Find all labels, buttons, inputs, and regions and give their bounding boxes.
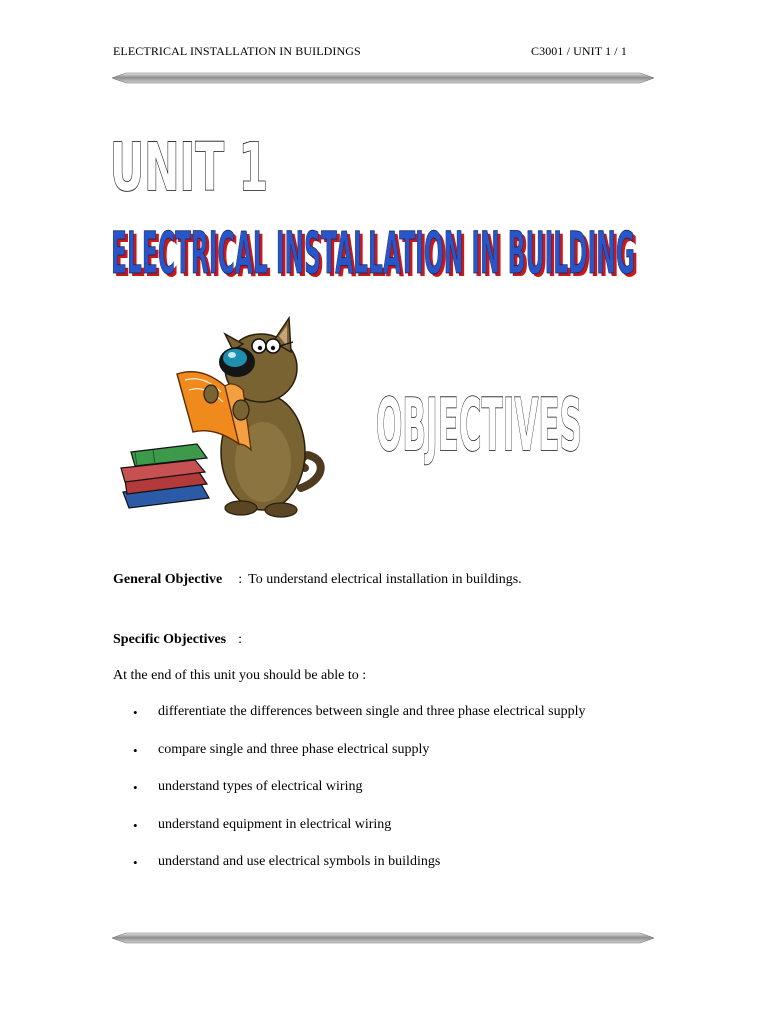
mascot-reading-illustration xyxy=(113,312,331,524)
subject-title: ELECTRICAL INSTALLATION IN BUILDING xyxy=(111,219,635,287)
general-objective-label: General Objective xyxy=(113,572,223,587)
objective-text: understand types of electrical wiring xyxy=(158,779,363,794)
bullet-icon: • xyxy=(133,780,138,795)
subject-title-shadow: ELECTRICAL INSTALLATION IN BUILDING xyxy=(114,222,638,290)
title-graphic xyxy=(108,128,648,288)
objective-text: differentiate the differences between single and three phase electrical supply xyxy=(158,704,586,719)
unit-title: UNIT 1 xyxy=(110,129,268,206)
objective-text: understand and use electrical symbols in buildings xyxy=(158,854,441,869)
bullet-icon: • xyxy=(133,817,138,833)
objective-text: compare single and three phase electrical supply xyxy=(158,741,430,757)
specific-objectives-row xyxy=(113,632,242,648)
general-objective-colon: : xyxy=(238,572,243,587)
objectives-intro: At the end of this unit you should be able to : xyxy=(113,668,367,683)
bullet-icon: • xyxy=(133,742,138,758)
general-objective-row xyxy=(113,572,522,588)
book-stack-icon xyxy=(121,444,209,508)
header-course-title: ELECTRICAL INSTALLATION IN BUILDINGS xyxy=(113,44,361,58)
header-divider xyxy=(112,71,654,85)
general-objective-text: To understand electrical installation in buildings. xyxy=(248,572,522,587)
footer-divider xyxy=(112,931,654,945)
specific-objectives-colon: : xyxy=(238,632,243,647)
bullet-icon: • xyxy=(133,855,138,870)
objective-text: understand equipment in electrical wiring xyxy=(158,816,392,832)
objectives-heading: OBJECTIVES xyxy=(376,383,582,467)
header-page-ref: C3001 / UNIT 1 / 1 xyxy=(531,44,627,58)
bullet-icon: • xyxy=(133,705,138,720)
specific-objectives-label: Specific Objectives xyxy=(113,632,227,647)
objectives-heading-graphic xyxy=(372,378,592,467)
